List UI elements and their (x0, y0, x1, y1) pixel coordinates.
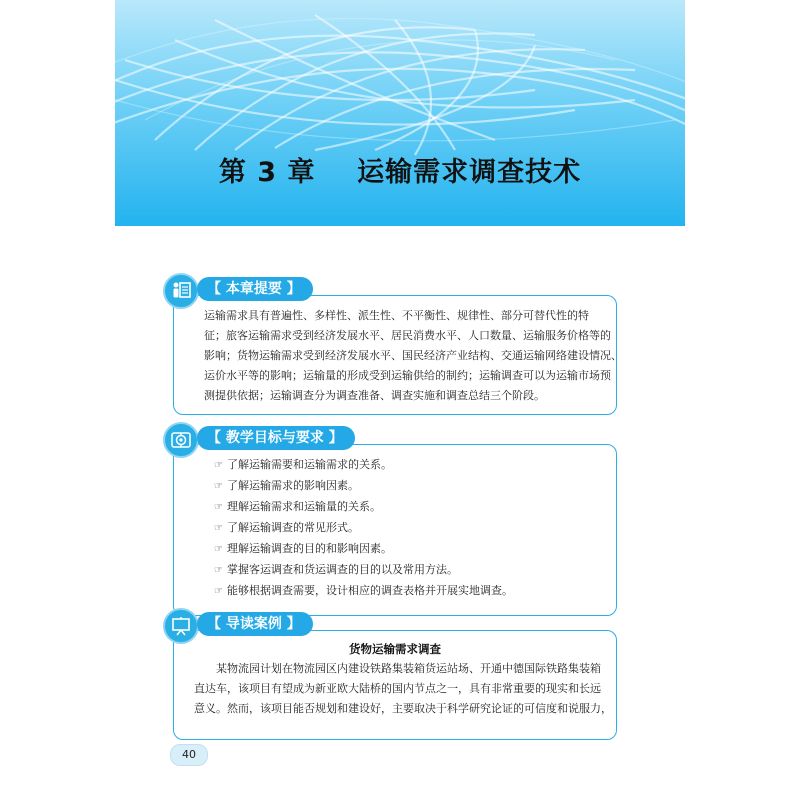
list-item: ☞ 理解运输调查的目的和影响因素。 (214, 542, 392, 555)
pointing-hand-icon: ☞ (214, 502, 223, 513)
case-line: 直达车，该项目有望成为新亚欧大陆桥的国内节点之一，具有非常重要的现实和长远 (194, 682, 601, 695)
pointing-hand-icon: ☞ (214, 544, 223, 555)
pointing-hand-icon: ☞ (214, 586, 223, 597)
goals-section (163, 422, 617, 602)
case-box (173, 630, 617, 740)
summary-line: 运价水平等的影响；运输量的形成受到运输供给的制约；运输调查可以为运输市场预 (204, 369, 611, 382)
list-item: ☞ 了解运输调查的常见形式。 (214, 521, 359, 534)
list-item: ☞ 了解运输需求的影响因素。 (214, 479, 359, 492)
goals-box (173, 444, 617, 616)
case-text (174, 659, 616, 719)
summary-line: 运输需求具有普遍性、多样性、派生性、不平衡性、规律性、部分可替代性的特 (204, 309, 589, 322)
blackboard-icon (163, 608, 199, 644)
chapter-banner (115, 0, 685, 226)
page-number: 40 (170, 744, 208, 766)
case-line: 某物流园计划在物流园区内建设铁路集装箱货运站场、开通中德国际铁路集装箱 (216, 662, 601, 675)
list-item: ☞ 掌握客运调查和货运调查的目的以及常用方法。 (214, 563, 458, 576)
summary-box (173, 295, 622, 415)
pointing-hand-icon: ☞ (214, 523, 223, 534)
summary-section (163, 273, 622, 413)
summary-text (174, 304, 622, 406)
goals-heading: 【 教学目标与要求 】 (197, 426, 355, 450)
summary-line: 影响；货物运输需求受到经济发展水平、国民经济产业结构、交通运输网络建设情况、 (204, 349, 622, 362)
case-section (163, 608, 617, 724)
stadium-lattice-graphic (115, 0, 685, 226)
pointing-hand-icon: ☞ (214, 460, 223, 471)
target-gear-icon (163, 422, 199, 458)
pointing-hand-icon: ☞ (214, 481, 223, 492)
pointing-hand-icon: ☞ (214, 565, 223, 576)
list-item: ☞ 理解运输需求和运输量的关系。 (214, 500, 381, 513)
presenter-board-icon (163, 273, 199, 309)
summary-line: 征；旅客运输需求受到经济发展水平、居民消费水平、人口数量、运输服务价格等的 (204, 329, 611, 342)
chapter-title: 第 3 章 运输需求调查技术 (218, 157, 582, 188)
case-line: 意义。然而，该项目能否规划和建设好，主要取决于科学研究论证的可信度和说服力， (194, 702, 612, 715)
case-heading: 【 导读案例 】 (197, 612, 313, 636)
case-title: 货物运输需求调查 (349, 642, 441, 656)
summary-heading: 【 本章提要 】 (197, 277, 313, 301)
list-item: ☞ 能够根据调查需要，设计相应的调查表格并开展实地调查。 (214, 584, 513, 597)
list-item: ☞ 了解运输需要和运输需求的关系。 (214, 458, 392, 471)
goals-list (174, 455, 616, 602)
summary-line: 测提供依据；运输调查分为调查准备、调查实施和调查总结三个阶段。 (204, 389, 545, 402)
